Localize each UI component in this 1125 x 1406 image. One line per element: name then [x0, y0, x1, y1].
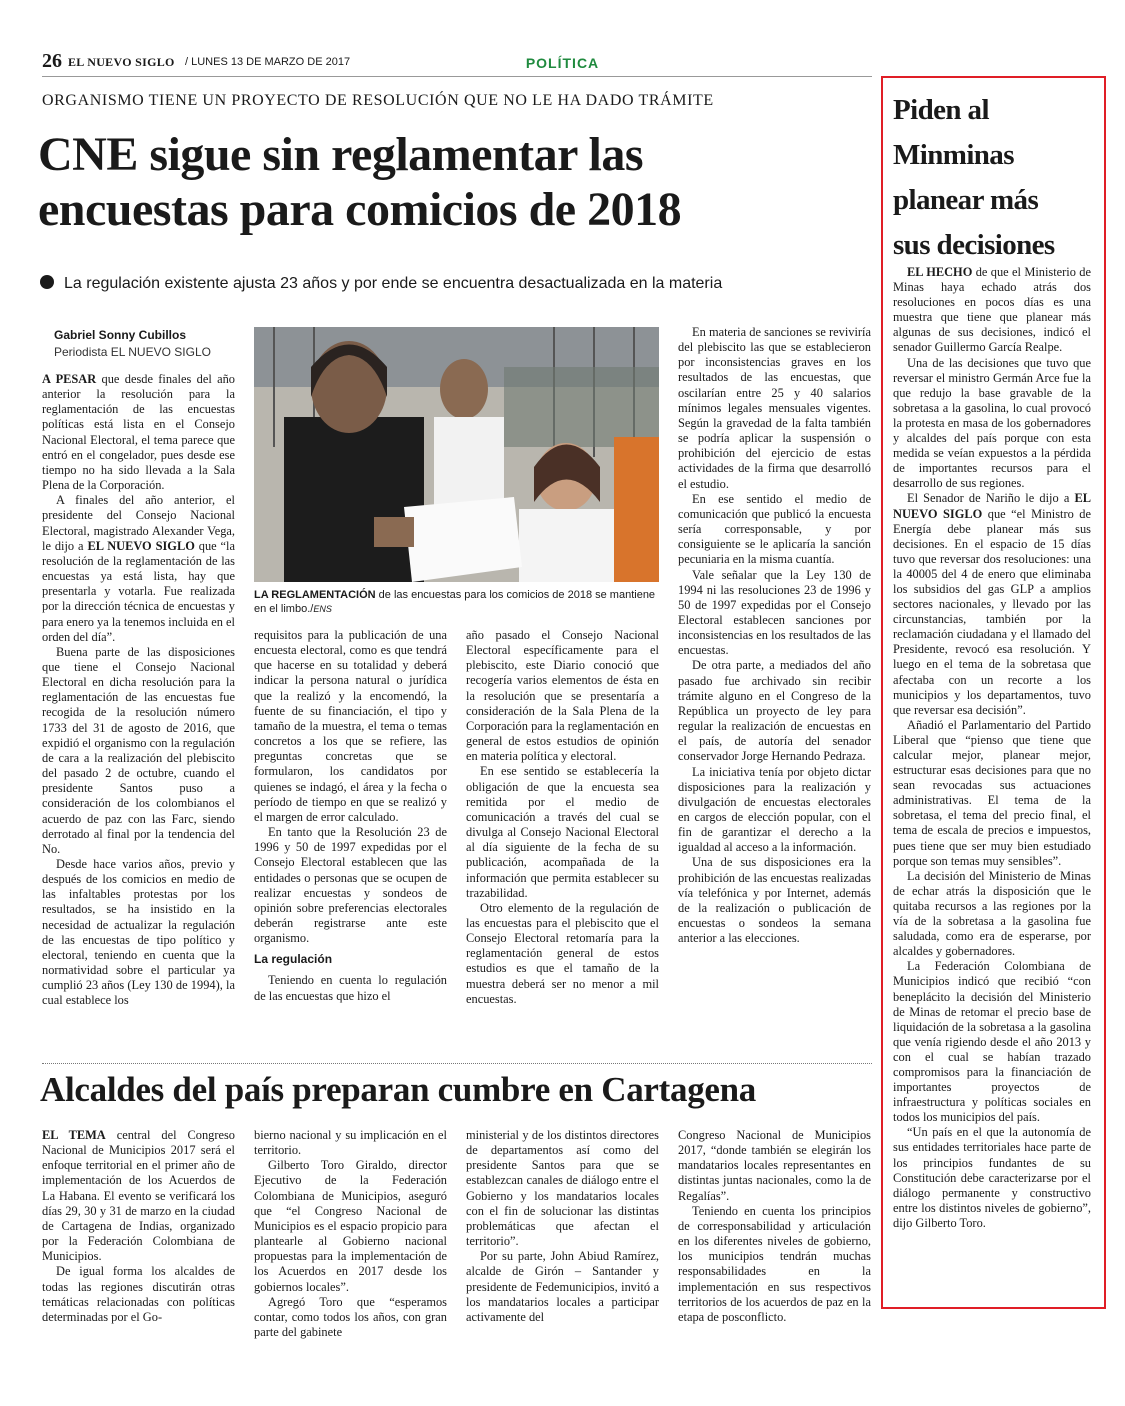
header-rule: [42, 76, 872, 77]
paragraph: [893, 265, 1091, 356]
page-number: 26: [42, 50, 62, 72]
paragraph: En tanto que la Resolución 23 de 1996 y 50 de 1997 expedidas por el Consejo Electoral establecen que las entidades o personas que se ocupen de realizar encuestas y sondeos de opinión sobre preferencias electorales deberán registrarse ante este organismo.: [254, 825, 447, 946]
second-article-column-3: [466, 1128, 659, 1325]
newspaper-mention: EL NUEVO SIGLO: [893, 491, 1091, 521]
article-column-4: [678, 325, 871, 946]
paragraph: Teniendo en cuenta los principios de corresponsabilidad y articulación en los diferentes niveles de gobierno, los municipios tendrán muchas responsabilidades en la implementación en sus respectivos territorios de los acuerdos de paz en la etapa de posconflicto.: [678, 1203, 871, 1324]
paragraph: La iniciativa tenía por objeto dictar disposiciones para la realización y divulgación de encuestas electorales en cargos de elección popular, con el fin de garantizar el derecho a la igualdad al acceso a la información.: [678, 764, 871, 855]
paragraph: [893, 491, 1091, 717]
paragraph: [42, 1128, 235, 1264]
paragraph-text: A finales del año anterior, el presidente del Consejo Nacional Electoral, magistrado Alexander Vega, le dijo a: [42, 493, 235, 553]
lead-in: A PESAR: [42, 372, 97, 386]
paragraph-text: de que el Ministerio de Minas haya echado atrás dos resoluciones en pocos días es una muestra que tiene que planear más algunas de sus decisiones, indicó el senador Guillermo García Realpe.: [893, 265, 1091, 355]
sidebar-headline-line: Minminas: [893, 139, 1014, 171]
paragraph: Una de sus disposiciones era la prohibición de las encuestas realizadas vía telefónica y por Internet, además de la realización o publicación de encuestas o sondeos la semana anterior a las elecciones.: [678, 855, 871, 946]
paragraph: Añadió el Parlamentario del Partido Liberal que “pienso que tiene que calcular mejor, planear mejor, estructurar esas decisiones para que no sean revocadas sus actuaciones administrativas. El tema de la sobretasa, el tema del precio final, el tema de escala de precios e impuestos, pues tiene que ser muy bien estudiado porque son temas muy sensibles”.: [893, 717, 1091, 868]
paragraph: En ese sentido el medio de comunicación que publicó la encuesta sería corresponsable, y por consiguiente se le aplicaría la sanción pecuniaria en la misma cuantía.: [678, 491, 871, 567]
lead-in: EL HECHO: [907, 265, 973, 279]
paragraph-text: central del Congreso Nacional de Municipios 2017 será el enfoque territorial en el primer año de implementación de los Acuerdos de La Habana. El evento se verificará los días 29, 30 y 31 de marzo en la ciudad de Cartagena de Indias, organizado por la Federación Colombiana de Municipios.: [42, 1128, 235, 1264]
paragraph: En ese sentido se establecería la obligación de que la encuesta sea remitida por el medio de comunicación a través del cual se divulga al Consejo Nacional Electoral al día siguiente de la fecha de su publicación, acompañada de la información que permita establecer su trazabilidad.: [466, 764, 659, 900]
headline-line-2: encuestas para comicios de 2018: [38, 183, 682, 236]
byline-role: Periodista EL NUEVO SIGLO: [54, 345, 211, 359]
sidebar-headline-line: sus decisiones: [893, 229, 1055, 261]
dek-text: La regulación existente ajusta 23 años y por ende se encuentra desactualizada en la materia: [64, 275, 723, 292]
paragraph: “Un país en el que la autonomía de sus entidades territoriales hace parte de los principios fundantes de su Constitución debe caracterizarse por el diálogo permanente y constructivo entre los distintos niveles de gobierno”, dijo Gilberto Toro.: [893, 1125, 1091, 1230]
paragraph: [42, 372, 235, 493]
second-article-column-1: [42, 1128, 235, 1325]
paragraph: bierno nacional y su implicación en el territorio.: [254, 1128, 447, 1158]
article-kicker: ORGANISMO TIENE UN PROYECTO DE RESOLUCIÓN QUE NO LE HA DADO TRÁMITE: [42, 92, 714, 109]
caption-lead: LA REGLAMENTACIÓN: [254, 589, 376, 601]
photo-caption: [254, 588, 659, 616]
paragraph: La Federación Colombiana de Municipios indicó que recibió “con beneplácito la decisión del Ministerio de Minas de retomar el precio base de liquidación de la sobretasa a la gasolina que venía rigiendo desde el año 2013 y con el cual se habían trazado compromisos para la financiación de importantes proyectos de infraestructura y políticas sociales en todos los municipios del país.: [893, 959, 1091, 1125]
paragraph: Por su parte, John Abiud Ramírez, alcalde de Girón – Santander y presidente de Fedemunicipios, invitó a los mandatarios locales a participar activamente del: [466, 1249, 659, 1324]
lead-in: EL TEMA: [42, 1128, 106, 1142]
paragraph: año pasado el Consejo Nacional Electoral específicamente para el plebiscito, este Diario conoció que recogería varios elementos de ésta en la resolución que se presentaría a consideración de la Sala Plena de la Corporación para la reglamentación en general de estos estudios de opinión en materia política y electoral.: [466, 628, 659, 764]
paragraph: Gilberto Toro Giraldo, director Ejecutivo de la Federación Colombiana de Municipios, aseguró que “el Congreso Nacional de Municipios es el espacio propicio para plantearle al Gobierno nacional propuestas para la implementación de los Acuerdos en 2017 desde los gobiernos locales”.: [254, 1158, 447, 1294]
bullet-icon: [40, 275, 54, 289]
paragraph: De igual forma los alcaldes de todas las regiones discutirán otras temáticas relacionadas con políticas determinadas por el Go-: [42, 1264, 235, 1324]
section-divider: [42, 1063, 872, 1064]
paragraph: ministerial y de los distintos directores de departamentos así como del presidente Santos para que se establezcan canales de diálogo entre el Gobierno y los mandatarios locales con el fin de solucionar las distintas problemáticas que afectan el territorio”.: [466, 1128, 659, 1249]
paragraph: requisitos para la publicación de una encuesta electoral, como es que tendrá que hacerse en su totalidad y deberá indicar la persona natural o jurídica que la realizó y la encomendó, la fuente de su financiación, el tipo y tamaño de la muestra, el tema o temas concretos a los que se refiere, las preguntas concretas que se formularon, los candidatos por quienes se indagó, el área y la fecha o período de tiempo en que se realizó y el margen de error calculado.: [254, 628, 447, 824]
sidebar-headline: [893, 88, 1098, 268]
paragraph: [42, 493, 235, 645]
article-column-3: [466, 628, 659, 1007]
newspaper-name: EL NUEVO SIGLO: [68, 55, 175, 69]
paragraph: Vale señalar que la Ley 130 de 1994 ni las resoluciones 23 de 1996 y 50 de 1997 expedidas por el Consejo Electoral establecen sanciones por inconsistencias en los resultados de las encuestas.: [678, 567, 871, 658]
second-article-column-4: [678, 1128, 871, 1325]
paragraph: La decisión del Ministerio de Minas de echar atrás la disposición que le quitaba recursos a las regiones por la vía de la sobretasa a la gasolina fue saludada, como era de esperarse, por alcaldes y gobernadores.: [893, 868, 1091, 959]
photo-illustration: [254, 327, 659, 582]
article-photo: [254, 327, 659, 582]
article-dek: [40, 275, 880, 293]
headline-line-1: CNE sigue sin reglamentar las: [38, 128, 644, 181]
paragraph-text: que “la resolución de la reglamentación de las encuestas ya está lista, hay que presentarla y votarla. Fue realizada por la dirección técnica de encuestas y para enero ya la tenemos incluida en el orden del día”.: [42, 538, 236, 644]
issue-date: / LUNES 13 DE MARZO DE 2017: [185, 56, 351, 68]
newspaper-mention: EL NUEVO SIGLO: [87, 538, 195, 553]
paragraph: Otro elemento de la regulación de las encuestas para el plebiscito que el Consejo Electoral retomaría para la reglamentación general de estos estudios es que el tamaño de la muestra deberá ser no menor a mil encuestas.: [466, 900, 659, 1006]
subhead: La regulación: [254, 952, 333, 967]
photo-credit: ENS: [313, 604, 332, 614]
caption-text: de las encuestas para los comicios de 2018 se mantiene en el limbo./: [254, 589, 656, 615]
paragraph: Congreso Nacional de Municipios 2017, “donde también se elegirán los mandatarios locales representantes en distintas juntas nacionales, como la de Regalías”.: [678, 1128, 871, 1203]
paragraph: Teniendo en cuenta lo regulación de las encuestas que hizo el: [254, 973, 447, 1003]
paragraph: En materia de sanciones se reviviría del plebiscito las que se establecieron por inconsistencias graves en los resultados de las encuestas, que oscilarían entre 25 y 40 salarios mínimos legales mensuales vigentes. Según la gravedad de la falta también se podría aplicar la suspensión o prohibición del ejercicio de estas actividades de la firma que desarrolló el estudio.: [678, 325, 871, 491]
article-column-1: [42, 372, 235, 1009]
article-headline: [38, 127, 878, 237]
paragraph: Buena parte de las disposiciones que tiene el Consejo Nacional Electoral en dicha resolución para la reglamentación de las encuestas fue recogida de la resolución número 1733 del 31 de agosto de 2016, que expidió el organismo con la regulación de cara a la realización del plebiscito del pasado 2 de octubre, cuando el presidente Santos puso a consideración de los colombianos el acuerdo de paz con las Farc, siendo derrotado al final por la tendencia del No.: [42, 644, 235, 856]
paragraph-text: que “el Ministro de Energía debe planear más sus decisiones. En el espacio de 15 días tuvo que reversar dos resoluciones: una la 40005 del 4 de enero que eliminaba los subsidios del gas GLP a amplios sectores nacionales, y llevado por las circunstancias, también por la reclamación ciudadana y el llamado del Presidente, revocó esa resolución. Y luego en el tema de la sobretasa que afectaba con un recorte a los municipios y los departamentos, tuvo que reversar esa decisión”.: [893, 506, 1091, 717]
paragraph-text: El Senador de Nariño le dijo a: [907, 491, 1075, 506]
paragraph: Una de las decisiones que tuvo que reversar el ministro Germán Arce fue la que redujo la base gravable de la sobretasa a la gasolina, lo cual provocó la protesta en masa de los gobernadores y alcaldes del país porque con esta medida se veían expuestos a la pérdida de importantes recursos para el desarrollo de sus regiones.: [893, 355, 1091, 491]
article-column-2: [254, 628, 447, 1004]
sidebar-body: [893, 265, 1091, 1231]
section-label: POLÍTICA: [525, 55, 600, 71]
second-article-column-2: [254, 1128, 447, 1340]
paragraph: Agregó Toro que “esperamos contar, como todos los años, con gran parte del gabinete: [254, 1294, 447, 1340]
byline-author: Gabriel Sonny Cubillos: [54, 328, 187, 342]
second-article-headline: Alcaldes del país preparan cumbre en Cartagena: [40, 1070, 757, 1109]
paragraph: De otra parte, a mediados del año pasado fue archivado sin recibir trámite alguno en el Congreso de la República un proyecto de ley para regular la realización de encuestas en el país, de autoría del senador conservador Jorge Hernando Pedraza.: [678, 658, 871, 764]
sidebar-headline-line: planear más: [893, 184, 1039, 216]
sidebar-headline-line: Piden al: [893, 94, 989, 126]
paragraph: Desde hace varios años, previo y después de los comicios en medio de las infaltables protestas por los resultados, se ha insistido en la necesidad de actualizar la regulación de las encuestas de tipo político y electoral, teniendo en cuenta que la normatividad sobre el particular ya cumplió 23 años (Ley 130 de 1994), la cual establece los: [42, 857, 235, 1008]
paragraph-text: que desde finales del año anterior la resolución para la reglamentación de las encuestas políticas está lista en el Consejo Nacional Electoral, el tema parece que entró en el congelador, pues desde ese tiempo no ha sido llevada a la Sala Plena de la Corporación.: [42, 372, 235, 493]
